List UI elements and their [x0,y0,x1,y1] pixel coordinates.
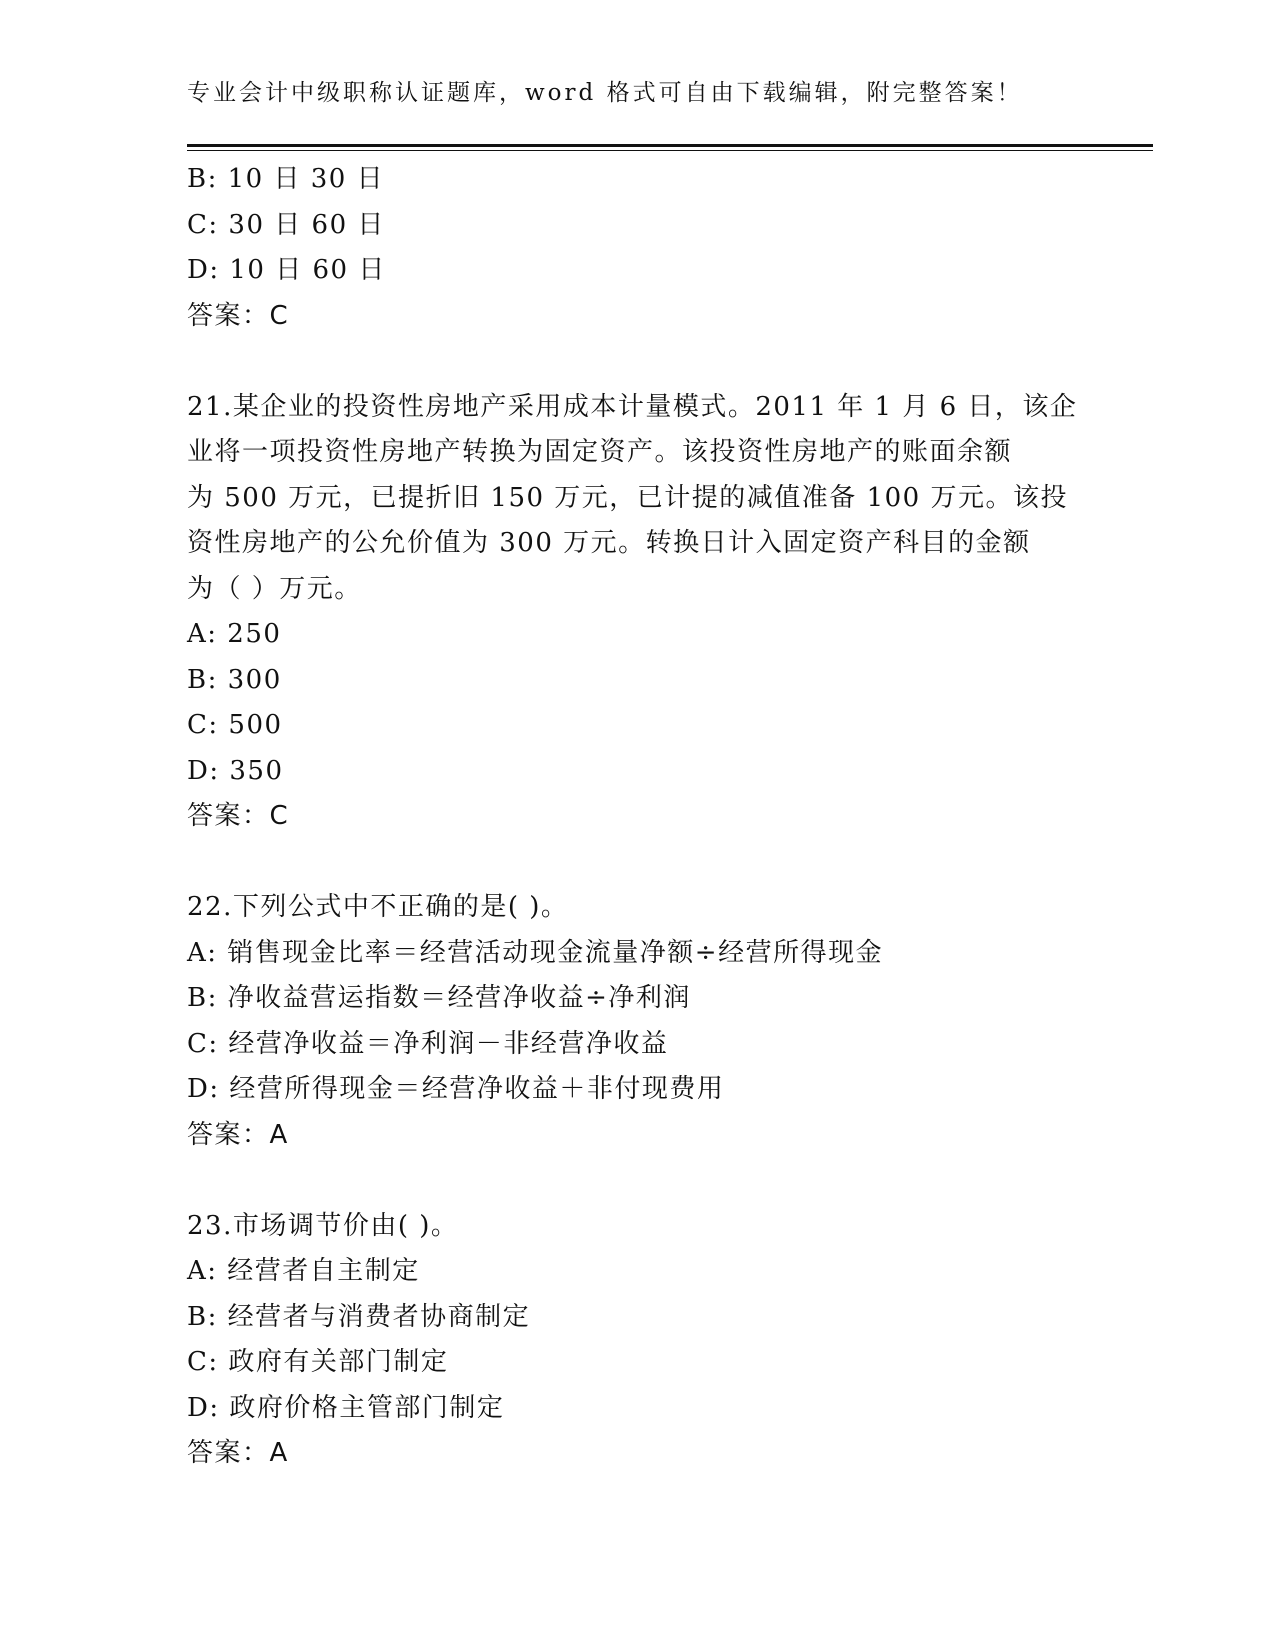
answer-line: 答案：A [187,1119,289,1150]
option-b: B: 经营者与消费者协商制定 [187,1301,531,1332]
spacer [187,840,1107,886]
question-stem-line: 21.某企业的投资性房地产采用成本计量模式。2011 年 1 月 6 日，该企 [187,391,1078,422]
option-d: D: 350 [187,755,284,786]
question-stem-line: 为 500 万元，已提折旧 150 万元，已计提的减值准备 100 万元。该投 [187,482,1068,513]
answer-line: 答案：A [187,1438,289,1468]
option-a: A: 经营者自主制定 [187,1256,420,1286]
question-stem-line: 23.市场调节价由( )。 [187,1210,459,1241]
option-c: C: 30 日 60 日 [187,209,385,240]
page-header: 专业会计中级职称认证题库，word 格式可自由下载编辑，附完整答案！ [187,80,1023,106]
question-20 [187,157,1107,339]
question-23 [187,1204,1107,1477]
option-b: B: 300 [187,664,282,695]
question-22 [187,885,1107,1158]
question-21 [187,385,1107,840]
question-stem-line: 为（ ）万元。 [187,573,362,604]
answer-line: 答案：C [187,300,290,331]
option-d: D: 经营所得现金＝经营净收益＋非付现费用 [187,1074,725,1104]
header-rule-thin [187,150,1153,151]
question-stem-line: 业将一项投资性房地产转换为固定资产。该投资性房地产的账面余额 [187,437,1013,467]
header-rule-thick [187,144,1153,147]
option-b: B: 10 日 30 日 [187,164,385,194]
answer-line: 答案：C [187,801,290,831]
question-stem-line: 资性房地产的公允价值为 300 万元。转换日计入固定资产科目的金额 [187,528,1031,558]
option-a: A: 250 [187,619,282,649]
question-stem-line: 22.下列公式中不正确的是( )。 [187,892,569,922]
option-c: C: 500 [187,710,283,740]
question-content [187,157,1107,1477]
option-d: D: 政府价格主管部门制定 [187,1392,505,1423]
option-b: B: 净收益营运指数＝经营净收益÷净利润 [187,983,691,1013]
option-d: D: 10 日 60 日 [187,255,386,285]
spacer [187,1158,1107,1204]
option-a: A: 销售现金比率＝经营活动现金流量净额÷经营所得现金 [187,937,884,968]
spacer [187,339,1107,385]
option-c: C: 政府有关部门制定 [187,1347,449,1377]
option-c: C: 经营净收益＝净利润－非经营净收益 [187,1028,669,1059]
